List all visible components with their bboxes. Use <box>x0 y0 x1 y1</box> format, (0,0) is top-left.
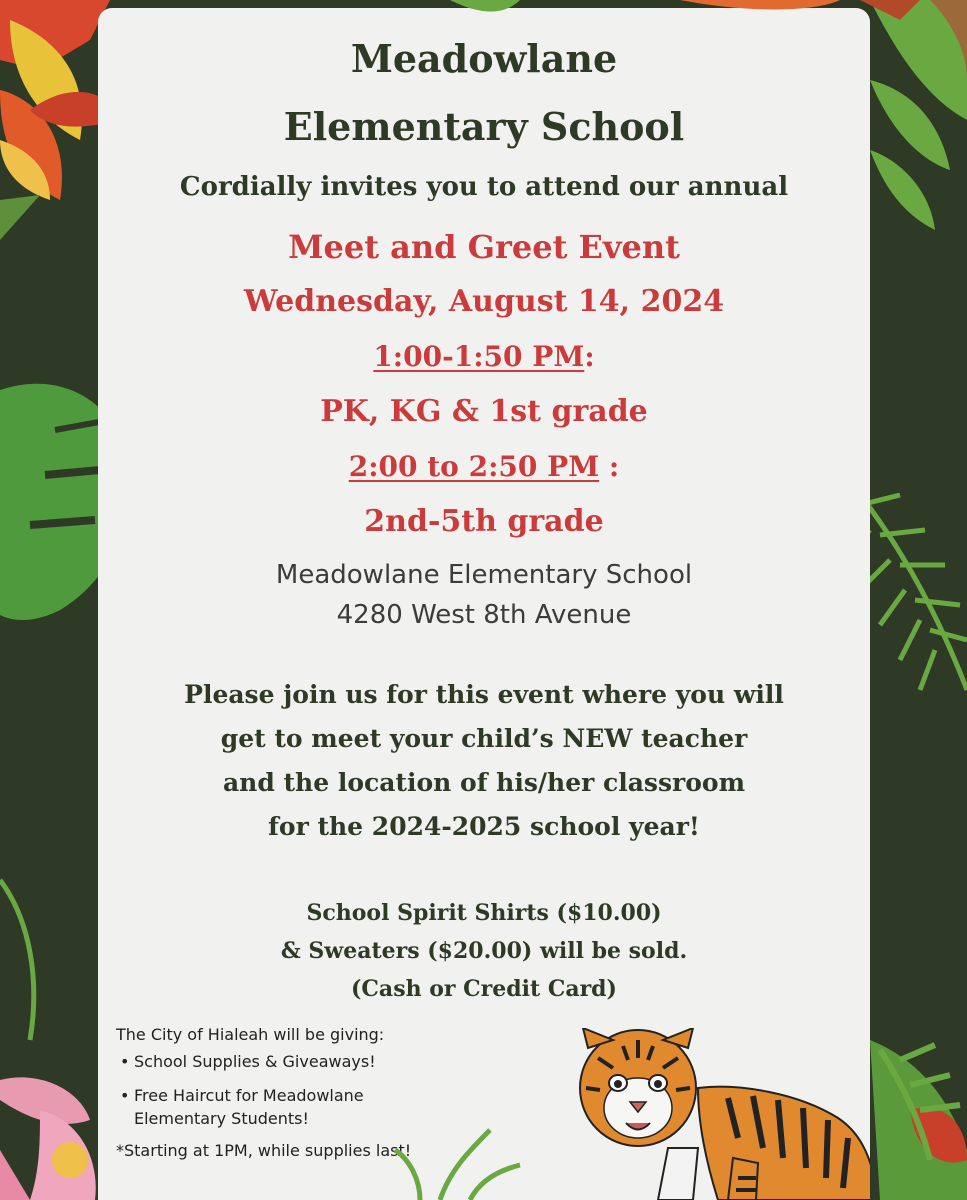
school-name-line2: Elementary School <box>283 104 685 149</box>
description-line-3: and the location of his/her classroom <box>222 768 746 797</box>
city-note-item: • Free Haircut for Meadowlane Elementary Students! <box>134 1084 424 1130</box>
description-line-2: get to meet your child’s NEW teacher <box>220 724 748 753</box>
location-name: Meadowlane Elementary School <box>275 560 693 590</box>
session1-time <box>98 340 870 373</box>
session2-time-suffix: : <box>599 450 620 483</box>
tiger-illustration <box>578 1028 870 1200</box>
description-line-4: for the 2024-2025 school year! <box>268 812 700 841</box>
sales-line-1: School Spirit Shirts ($10.00) <box>306 900 662 926</box>
session1-time-text: 1:00-1:50 PM <box>373 340 585 373</box>
session1-time-suffix: : <box>584 340 595 373</box>
description-line-1: Please join us for this event where you will <box>184 680 784 709</box>
location-address: 4280 West 8th Avenue <box>336 600 632 630</box>
sales-line-3: (Cash or Credit Card) <box>351 976 617 1002</box>
event-date: Wednesday, August 14, 2024 <box>243 284 725 319</box>
school-name-line1: Meadowlane <box>350 36 618 81</box>
sales-line-2: & Sweaters ($20.00) will be sold. <box>280 938 688 964</box>
session2-time <box>98 450 870 483</box>
session2-time-text: 2:00 to 2:50 PM <box>348 450 600 483</box>
session2-grades: 2nd-5th grade <box>364 504 604 539</box>
invitation-card <box>98 8 870 1200</box>
city-note-footnote: *Starting at 1PM, while supplies last! <box>116 1141 412 1160</box>
city-note-intro: The City of Hialeah will be giving: <box>116 1025 385 1044</box>
city-note-item: • School Supplies & Giveaways! <box>134 1050 474 1073</box>
session1-grades: PK, KG & 1st grade <box>320 394 648 429</box>
invite-line: Cordially invites you to attend our annual <box>179 172 789 202</box>
event-name: Meet and Greet Event <box>288 228 680 266</box>
